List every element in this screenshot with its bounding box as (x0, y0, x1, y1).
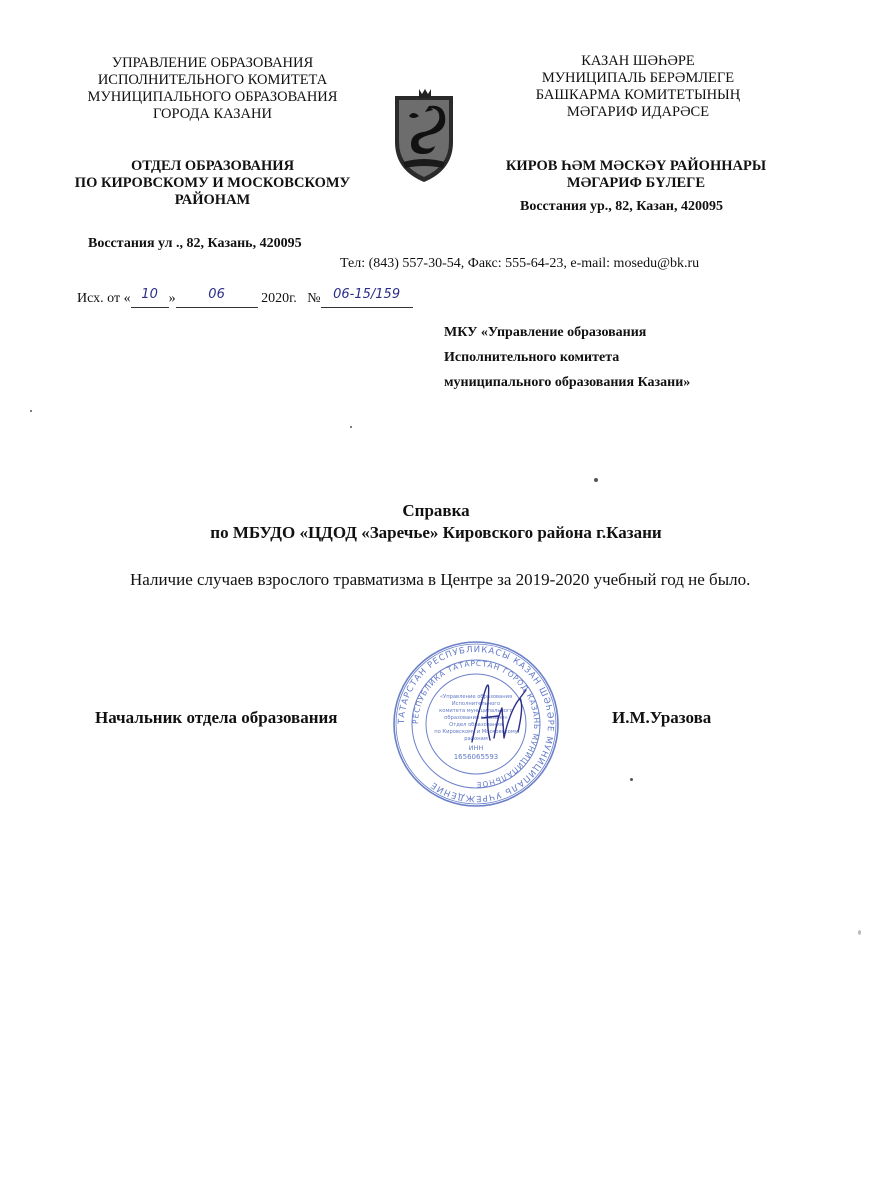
contacts-line: Тел: (843) 557-30-54, Факс: 555-64-23, e-mail: mosedu@bk.ru (340, 256, 700, 271)
stamp-center-line: по Кировскому и Московскому (434, 729, 518, 735)
scan-speck (30, 410, 32, 412)
outgoing-mid: » (168, 291, 176, 306)
document-subtitle: по МБУДО «ЦДОД «Заречье» Кировского района г.Казани (210, 523, 662, 542)
signatory-position: Начальник отдела образования (95, 708, 338, 727)
left-dept-block (40, 158, 385, 209)
left-org-line: ГОРОДА КАЗАНИ (153, 106, 272, 122)
handwritten-signature-icon (464, 672, 534, 752)
recipient-block (444, 320, 690, 395)
outgoing-day-field (131, 287, 169, 308)
outgoing-reference (77, 287, 413, 308)
left-dept-line: РАЙОНАМ (174, 192, 251, 208)
right-org-line: КАЗАН ШӘҺӘРЕ (581, 53, 695, 69)
left-address: Восстания ул ., 82, Казань, 420095 (88, 236, 302, 251)
outgoing-prefix: Исх. от « (77, 291, 131, 306)
stamp-center-line: комитета муниципального (439, 708, 513, 714)
stamp-center-line: Отдел образования (449, 722, 503, 728)
stamp-center-line: «Управление образования (439, 694, 513, 700)
outgoing-number: 06-15/159 (333, 287, 401, 302)
right-org-line: МУНИЦИПАЛЬ БЕРӘМЛЕГЕ (541, 70, 735, 86)
recipient-line: муниципального образования Казани» (444, 375, 691, 390)
stamp-outer-text: ТАТАРСТАН РЕСПУБЛИКАСЫ КАЗАН ШӘҺӘРЕ МУНИЦИПАЛЬ УЧРЕЖДЕНИЕ (396, 644, 556, 804)
recipient-line: МКУ «Управление образования (444, 325, 647, 340)
right-dept-line: КИРОВ ҺӘМ МӘСКӘҮ РАЙОННАРЫ (505, 158, 767, 174)
left-org-block (40, 55, 385, 123)
scan-speck (350, 426, 352, 428)
stamp-inner-text: РЕСПУБЛИКА ТАТАРСТАН ГОРОД КАЗАНЬ МУНИЦИПАЛЬНОЕ (410, 658, 542, 790)
stamp-center-line: Исполнительного (451, 701, 501, 707)
right-address: Восстания ур., 82, Казан, 420095 (520, 199, 723, 214)
left-org-line: УПРАВЛЕНИЕ ОБРАЗОВАНИЯ (111, 55, 314, 71)
stamp-inn-label: ИНН (468, 744, 484, 752)
signatory-name: И.М.Уразова (612, 708, 712, 727)
stamp-center-line: районам (464, 736, 488, 742)
right-dept-block (486, 158, 786, 192)
outgoing-number-label: № (307, 291, 321, 306)
stamp-center-line: образования г.Казани» (444, 715, 508, 721)
outgoing-month-field (176, 287, 258, 308)
document-body: Наличие случаев взрослого травматизма в Центре за 2019-2020 учебный год не было. (130, 570, 751, 589)
outgoing-number-field (321, 287, 413, 308)
recipient-line: Исполнительного комитета (444, 350, 620, 365)
outgoing-year: 2020г. (261, 291, 297, 306)
right-org-block (488, 53, 788, 121)
left-org-line: МУНИЦИПАЛЬНОГО ОБРАЗОВАНИЯ (87, 89, 338, 105)
scan-speck (630, 778, 633, 781)
scan-speck (858, 930, 861, 935)
left-dept-line: ОТДЕЛ ОБРАЗОВАНИЯ (130, 158, 295, 174)
right-org-line: МӘГАРИФ ИДАРӘСЕ (566, 104, 710, 120)
right-org-line: БАШКАРМА КОМИТЕТЫНЫҢ (535, 87, 741, 103)
right-dept-line: МӘГАРИФ БҮЛЕГЕ (566, 175, 706, 191)
document-title-block (0, 500, 872, 544)
stamp-inn-number: 1656065593 (453, 753, 499, 761)
left-org-line: ИСПОЛНИТЕЛЬНОГО КОМИТЕТА (97, 72, 328, 88)
scan-speck (594, 478, 598, 482)
outgoing-day: 10 (141, 287, 158, 302)
outgoing-month: 06 (208, 287, 225, 302)
coat-of-arms-icon (389, 86, 459, 184)
document-title: Справка (402, 501, 470, 520)
left-dept-line: ПО КИРОВСКОМУ И МОСКОВСКОМУ (74, 175, 351, 191)
